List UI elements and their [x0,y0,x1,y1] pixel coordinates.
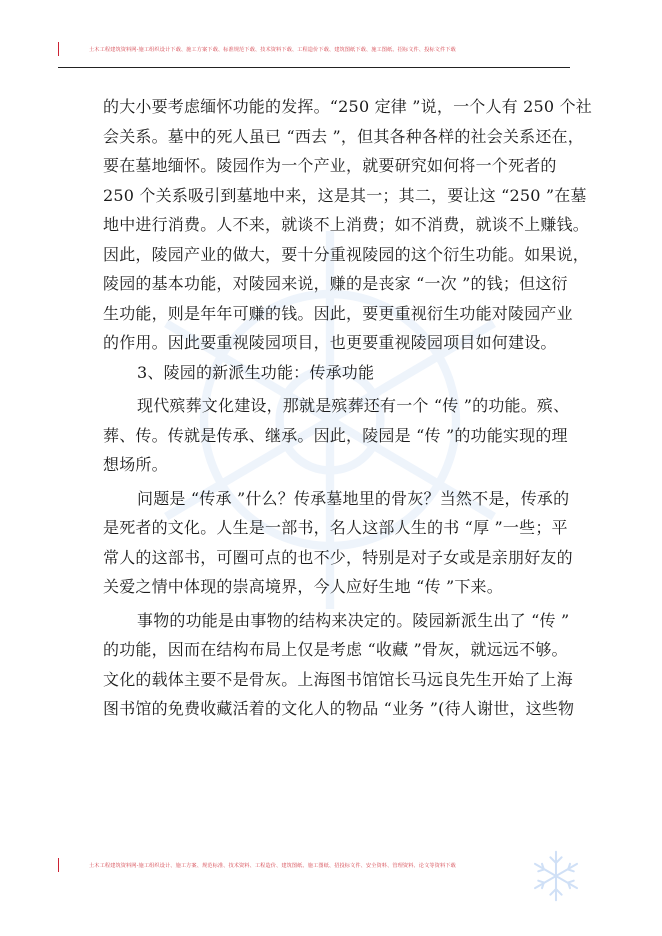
body-line: 关爱之情中体现的崇高境界，今人应好生地 “传 ”下来。 [103,577,503,596]
body-line: 是死者的文化。人生是一部书，名人这部人生的书 “厚 ”一些；平 [103,518,568,537]
footer-edge-mark [58,858,59,872]
body-line: 图书馆的免费收藏活着的文化人的物品 “业务 ”(待人谢世，这些物 [103,699,575,718]
document-body [103,92,592,724]
body-line: 的功能，因而在结构布局上仅是考虑 “收藏 ”骨灰，就远远不够。 [103,640,568,659]
page-footer [58,858,570,872]
body-line: 250 个关系吸引到墓地中来，这是其一；其二，要让这 “250 ”在墓 [103,185,587,205]
body-line: 常人的这部书，可圈可点的也不少，特别是对子女或是亲朋好友的 [103,547,573,567]
page-header [58,42,570,56]
body-line: 文化的载体主要不是骨灰。上海图书馆馆长马远良先生开始了上海 [103,669,573,689]
body-line: 会关系。墓中的死人虽已 “西去 ”，但其各种各样的社会关系还在， [103,126,584,146]
body-line: 要在墓地缅怀。陵园作为一个产业，就要研究如何将一个死者的 [103,156,557,175]
header-edge-mark [58,42,59,56]
section-heading: 3、陵园的新派生功能：传承功能 [137,362,375,382]
header-banner[interactable]: 土木工程建筑资料网-施工组织设计下载、施工方案下载、标准规范下载、技术资料下载、工程造价下载、建筑图纸下载、施工图纸、招标文件、投标文件下载 [89,46,456,53]
body-line: 因此，陵园产业的做大，要十分重视陵园的这个衍生功能。如果说， [103,244,590,264]
body-line: 现代殡葬文化建设，那就是殡葬还有一个 “传 ”的功能。殡、 [137,396,570,415]
body-line: 生功能，则是年年可赚的钱。因此，要更重视衍生功能对陵园产业 [103,303,573,323]
footer-banner[interactable]: 土木工程建筑资料网-施工组织设计、施工方案、规范标准、技术资料、工程造价、建筑图纸、施工图纸、招投标文件、安全资料、管理资料、论文等资料下载 [89,862,456,869]
body-line: 葬、传。传就是传承、继承。因此，陵园是 “传 ”的功能实现的理 [103,425,568,445]
body-line: 事物的功能是由事物的结构来决定的。陵园新派生出了 “传 ” [137,610,570,630]
body-line: 的大小要考虑缅怀功能的发挥。“250 定律 ”说，一个人有 250 个社 [103,97,592,116]
snowflake-icon [528,848,584,904]
body-line: 想场所。 [103,455,168,474]
body-line: 问题是 “传承 ”什么？传承墓地里的骨灰？当然不是，传承的 [137,488,570,508]
body-line: 地中进行消费。人不来，就谈不上消费；如不消费，就谈不上赚钱。 [103,215,590,234]
body-line: 陵园的基本功能，对陵园来说，赚的是丧家 “一次 ”的钱；但这衍 [103,274,568,293]
body-line: 的作用。因此要重视陵园项目，也更要重视陵园项目如何建设。 [103,333,557,352]
header-divider [58,67,570,68]
